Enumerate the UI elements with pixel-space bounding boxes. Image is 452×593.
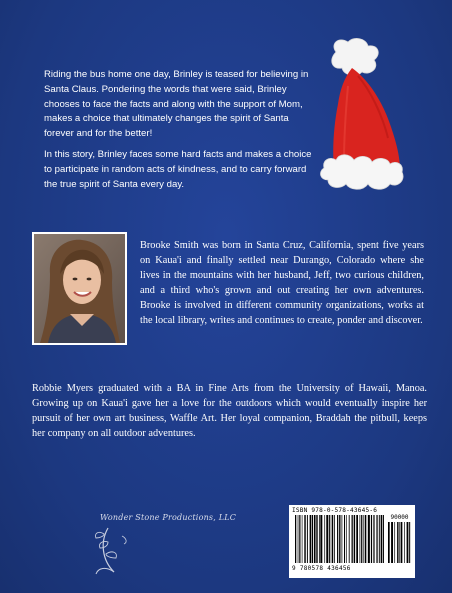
santa-hat-illustration <box>308 38 408 198</box>
author-photo <box>32 232 127 345</box>
barcode-digits: 9 780578 436456 <box>292 565 351 572</box>
book-blurb <box>44 68 312 198</box>
barcode-bars <box>295 515 385 563</box>
author-bio: Brooke Smith was born in Santa Cruz, California, spent five years on Kaua'i and finally settled near Durango, Colorado where she lives in the mountains with her husband, Jeff, two curious children, and a third who's grown and out creating her own adventures. Brooke is involved in different community organizations, works at the local library, writes and continues to create, ponder and discover. <box>140 240 424 327</box>
hat-pompom <box>332 39 379 76</box>
illustrator-bio: Robbie Myers graduated with a BA in Fine Arts from the University of Hawaii, Manoa. Growing up on Kaua'i gave her a love for the outdoors which would eventually inspire her pursuit of her own art business, Waffle Art. Her loyal companion, Braddah the pitbull, keeps her company on all outdoor adventures. <box>32 383 427 440</box>
barcode-addon-digits: 90000 <box>390 514 409 521</box>
isbn-number: ISBN 978-0-578-43645-6 <box>292 507 378 514</box>
blurb-paragraph-2: In this story, Brinley faces some hard facts and makes a choice to participate in random acts of kindness, and to carry forward the true spirit of Santa every day. <box>44 148 312 190</box>
barcode-addon-bars <box>388 522 411 563</box>
blurb-paragraph-1: Riding the bus home one day, Brinley is teased for believing in Santa Claus. Pondering the words that were said, Brinley chooses to face the facts and along with the support of Mom, makes a choice that ultimately changes the spirit of Santa forever and for the better! <box>44 69 309 140</box>
author-portrait <box>34 234 125 343</box>
isbn-barcode <box>289 505 415 578</box>
publisher-name: Wonder Stone Productions, LLC <box>100 513 237 522</box>
